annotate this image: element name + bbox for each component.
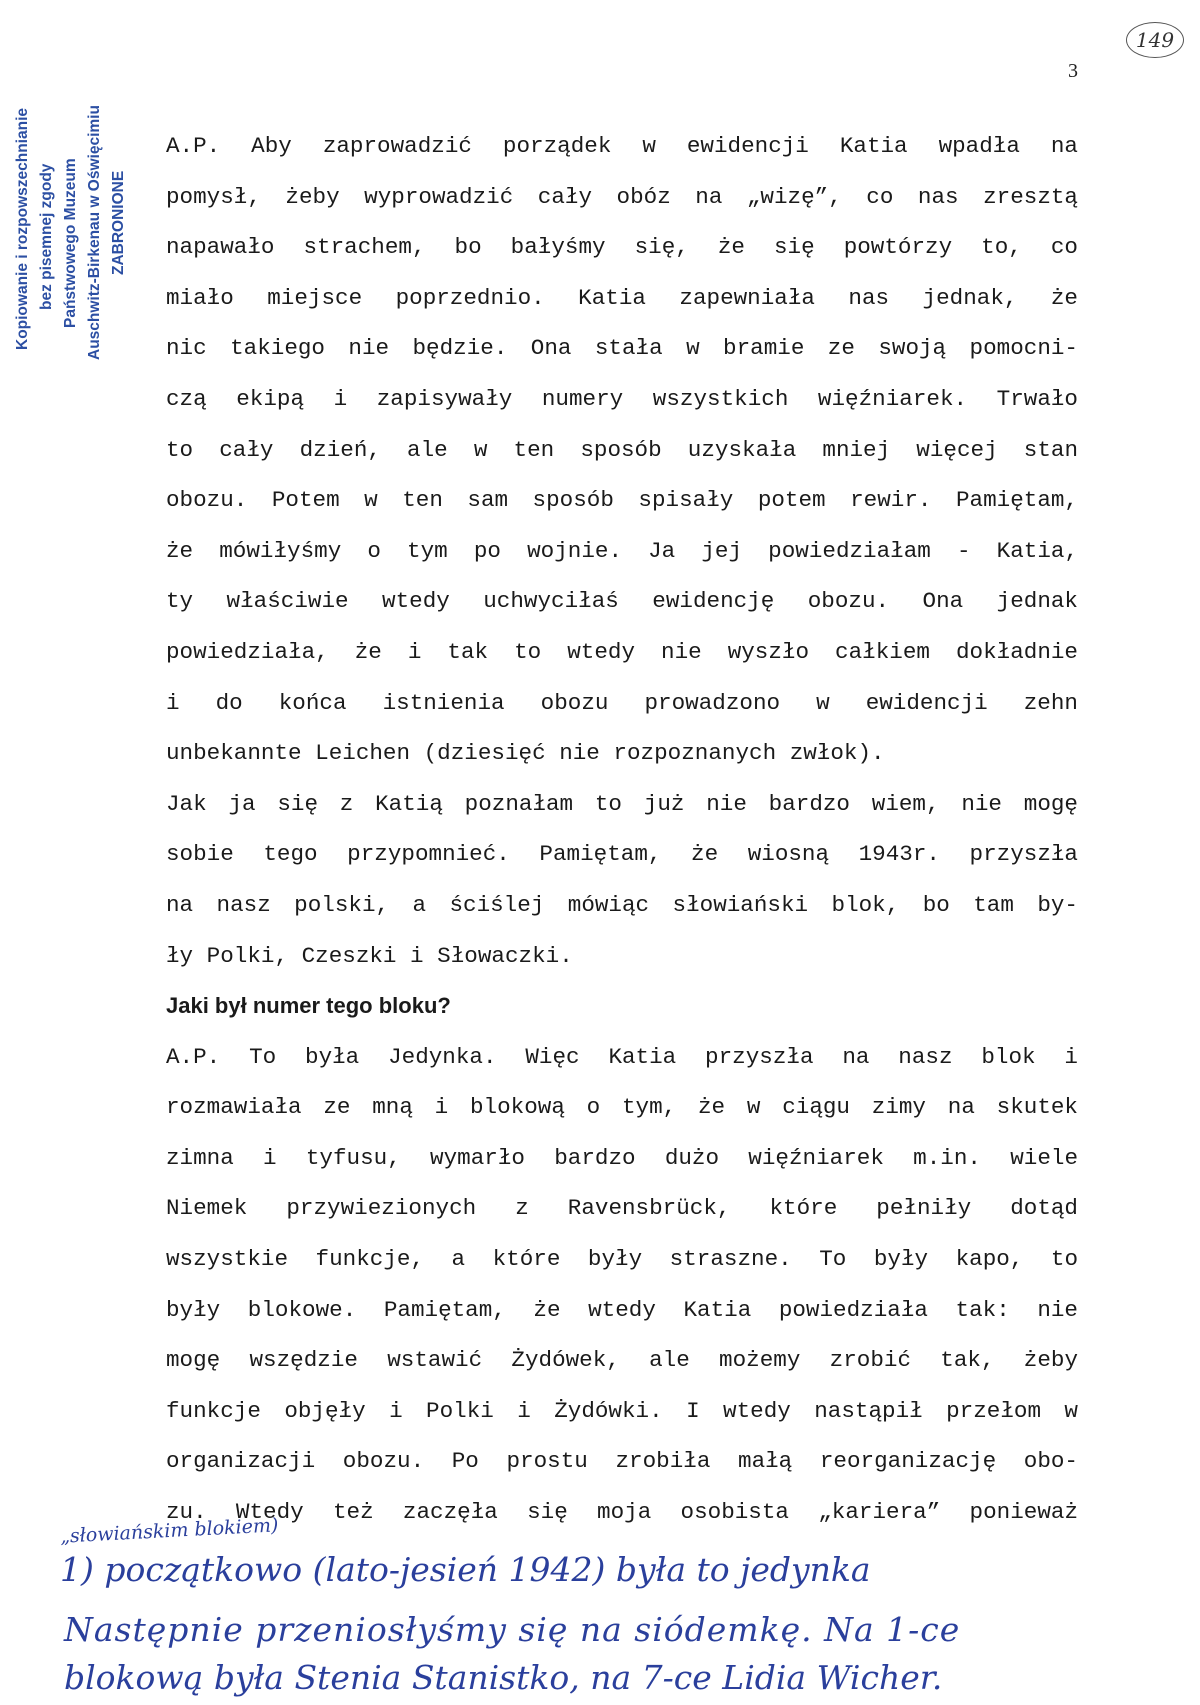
text-line: na nasz polski, a ściślej mówiąc słowiański blok, bo tam by- — [166, 891, 1078, 918]
text-line: mogę wszędzie wstawić Żydówek, ale możemy zrobić tak, żeby — [166, 1347, 1078, 1374]
folio-number: 149 — [1126, 22, 1184, 58]
stamp-line-2: bez pisemnej zgody — [38, 163, 55, 310]
page-number: 3 — [1068, 60, 1078, 82]
text-line: to cały dzień, ale w ten sposób uzyskała mniej więcej stan — [166, 436, 1078, 463]
text-line: czą ekipą i zapisywały numery wszystkich więźniarek. Trwało — [166, 385, 1078, 412]
copyright-stamp — [14, 80, 134, 360]
text-line: napawało strachem, bo bałyśmy się, że się powtórzy to, co — [166, 234, 1078, 261]
text-line: organizacji obozu. Po prostu zrobiła małą reorganizację obo- — [166, 1448, 1078, 1475]
interviewer-question: Jaki był numer tego bloku? — [166, 993, 451, 1019]
text-line: funkcje objęły i Polki i Żydówki. I wtedy nastąpił przełom w — [166, 1397, 1078, 1424]
stamp-line-4: Auschwitz-Birkenau w Oświęcimiu — [86, 105, 103, 360]
text-line: zimna i tyfusu, wymarło bardzo dużo więźniarek m.in. wiele — [166, 1144, 1078, 1171]
text-line: A.P. Aby zaprowadzić porządek w ewidencji Katia wpadła na — [166, 133, 1078, 159]
text-line: unbekannte Leichen (dziesięć nie rozpoznanych zwłok). — [166, 740, 885, 767]
text-line: i do końca istnienia obozu prowadzono w ewidencji zehn — [166, 689, 1078, 716]
handwritten-footnote-line-1: 1) początkowo (lato-jesień 1942) była to jedynka — [60, 1550, 871, 1589]
text-line: nic takiego nie będzie. Ona stała w bramie ze swoją pomocni- — [166, 335, 1078, 362]
handwritten-footnote-line-2: Następnie przeniosłyśmy się na siódemkę. Na 1-ce — [64, 1610, 961, 1649]
stamp-line-3: Państwowego Muzeum — [62, 158, 79, 328]
text-line: były blokowe. Pamiętam, że wtedy Katia powiedziała tak: nie — [166, 1296, 1078, 1323]
text-line: wszystkie funkcje, a które były straszne. To były kapo, to — [166, 1246, 1078, 1273]
text-line: sobie tego przypomnieć. Pamiętam, że wiosną 1943r. przyszła — [166, 841, 1078, 868]
handwritten-small-note: „słowiańskim blokiem) — [59, 1514, 279, 1548]
text-line: powiedziała, że i tak to wtedy nie wyszło całkiem dokładnie — [166, 638, 1078, 665]
text-line: Jak ja się z Katią poznałam to już nie bardzo wiem, nie mogę — [166, 790, 1078, 817]
handwritten-footnote-line-3: blokową była Stenia Stanistko, na 7-ce Lidia Wicher. — [64, 1658, 943, 1697]
transcript-body — [166, 121, 1078, 1538]
stamp-line-1: Kopiowanie i rozpowszechnianie — [14, 107, 31, 350]
text-line: że mówiłyśmy o tym po wojnie. Ja jej powiedziałam - Katia, — [166, 537, 1078, 564]
text-line: ty właściwie wtedy uchwyciłaś ewidencję obozu. Ona jednak — [166, 588, 1078, 615]
text-line: obozu. Potem w ten sam sposób spisały potem rewir. Pamiętam, — [166, 487, 1078, 514]
text-line: zu. Wtedy też zaczęła się moja osobista „kariera” ponieważ — [166, 1499, 1078, 1526]
text-line: pomysł, żeby wyprowadzić cały obóz na „wizę”, co nas zresztą — [166, 183, 1078, 210]
text-line-corrected — [166, 1032, 1078, 1083]
text-line: rozmawiała ze mną i blokową o tym, że w ciągu zimy na skutek — [166, 1094, 1078, 1121]
text-line: Niemek przywiezionych z Ravensbrück, które pełniły dotąd — [166, 1195, 1078, 1222]
text-line: ły Polki, Czeszki i Słowaczki. — [166, 942, 573, 969]
text-line: A.P. To była Jedynka. Więc Katia przyszła na nasz blok i — [166, 1043, 1078, 1070]
stamp-line-5: ZABRONIONE — [110, 170, 127, 275]
text-line: miało miejsce poprzednio. Katia zapewniała nas jednak, że — [166, 284, 1078, 311]
